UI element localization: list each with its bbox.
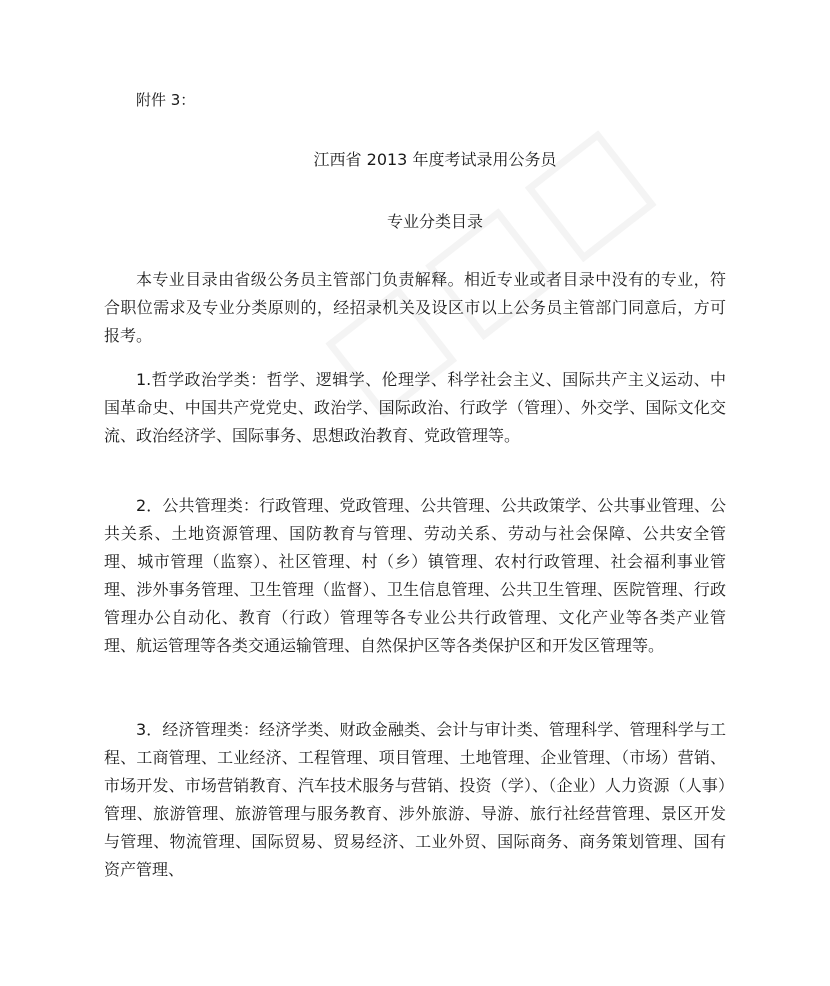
category-philosophy-politics: 1.哲学政治学类：哲学、逻辑学、伦理学、科学社会主义、国际共产主义运动、中国革命史、中国共产党党史、政治学、国际政治、行政学（管理）、外交学、国际文化交流、政治经济学、国际事务、思想政治教育、党政管理等。 <box>104 370 726 445</box>
category-public-management: 2．公共管理类：行政管理、党政管理、公共管理、公共政策学、公共事业管理、公共关系、土地资源管理、国防教育与管理、劳动关系、劳动与社会保障、公共安全管理、城市管理（监察）、社区管理、村（乡）镇管理、农村行政管理、社会福利事业管理、涉外事务管理、卫生管理（监督）、卫生信息管理、公共卫生管理、医院管理、行政管理办公自动化、教育（行政）管理等各专业公共行政管理、文化产业等各类产业管理、航运管理等各类交通运输管理、自然保护区等各类保护区和开发区管理等。 <box>104 496 726 655</box>
intro-paragraph: 本专业目录由省级公务员主管部门负责解释。相近专业或者目录中没有的专业，符合职位需求及专业分类原则的，经招录机关及设区市以上公务员主管部门同意后，方可报考。 <box>104 270 726 345</box>
document-title: 江西省 2013 年度考试录用公务员 <box>313 150 557 169</box>
document-subtitle: 专业分类目录 <box>386 212 483 231</box>
category-economic-management: 3．经济管理类：经济学类、财政金融类、会计与审计类、管理科学、管理科学与工程、工商管理、工业经济、工程管理、项目管理、土地管理、企业管理、（市场）营销、市场开发、市场营销教育、汽车技术服务与营销、投资（学）、（企业）人力资源（人事）管理、旅游管理、旅游管理与服务教育、涉外旅游、导游、旅行社经营管理、景区开发与管理、物流管理、国际贸易、贸易经济、工业外贸、国际商务、商务策划管理、国有资产管理、 <box>104 720 726 879</box>
attachment-label: 附件 3： <box>136 91 196 109</box>
